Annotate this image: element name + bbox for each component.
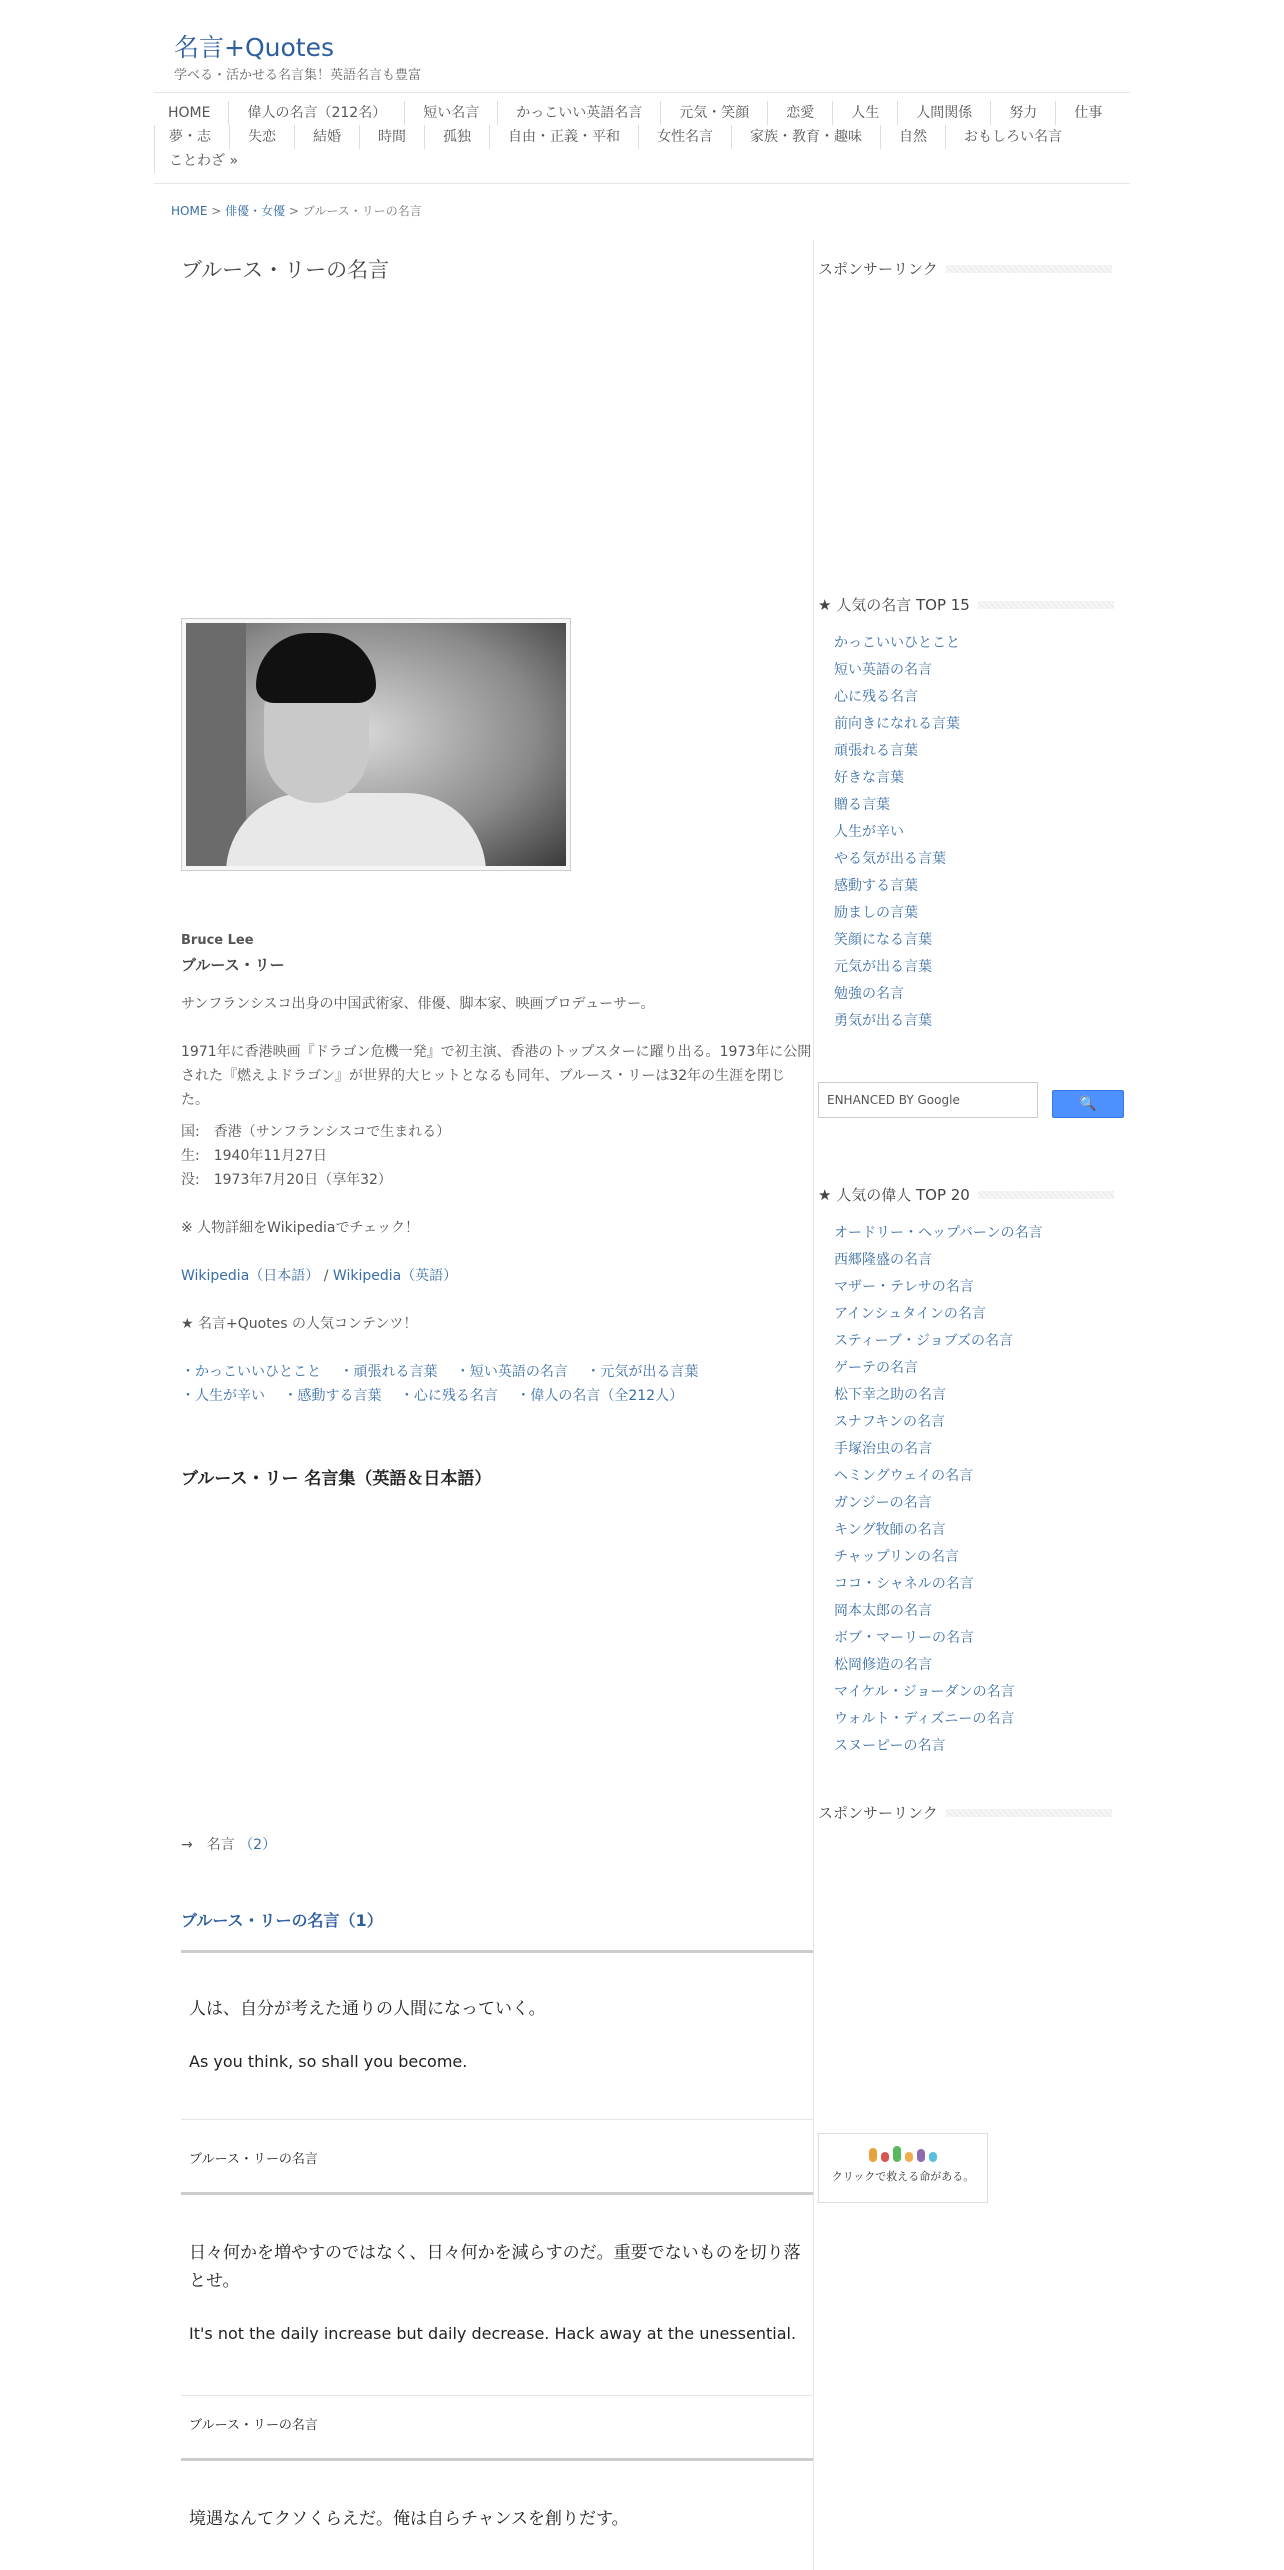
sidebar-item-top20[interactable]: 岡本太郎の名言 [834,1603,932,1619]
nav-item-heartbreak[interactable]: 失恋 [229,125,294,149]
next-arrow-label: → 名言 [181,1837,240,1853]
sidebar-item-top20[interactable]: スヌーピーの名言 [834,1738,946,1754]
quote-attribution [181,2148,813,2167]
nav-item-proverbs[interactable]: ことわざ » [154,149,256,173]
wikipedia-ja-link[interactable]: Wikipedia（日本語） [181,1268,320,1284]
quote-english: It's not the daily increase but daily decrease. Hack away at the unessential. [189,2324,797,2343]
next-page-link[interactable]: （2） [239,1837,277,1853]
sponsor-label [818,258,1112,279]
sidebar-item-top20[interactable]: キング牧師の名言 [834,1522,946,1538]
sidebar-item-top20[interactable]: ヘミングウェイの名言 [834,1468,974,1484]
sidebar-item-top15[interactable]: 勉強の名言 [834,986,904,1002]
banner-text: クリックで救える命がある。 [831,2170,975,2183]
sidebar-item-top15[interactable]: 人生が辛い [834,824,904,840]
quote-author: ブルース・リーの名言 [189,2418,318,2433]
breadcrumb-current: ブルース・リーの名言 [302,204,422,218]
quote-card [181,1950,813,2125]
nav-item-great-people[interactable]: 偉人の名言（212名） [228,101,404,125]
nav-item-effort[interactable]: 努力 [990,101,1055,125]
nav-item-short-quotes[interactable]: 短い名言 [404,101,497,125]
people-illustration-icon [863,2142,943,2162]
quote-attribution [181,2414,813,2433]
sidebar-item-top20[interactable]: スティーブ・ジョブズの名言 [834,1333,1014,1349]
sidebar-item-top20[interactable]: 松岡修造の名言 [834,1657,932,1673]
wiki-note: ※ 人物詳細をWikipediaでチェック！ [181,1220,420,1236]
sidebar-item-top20[interactable]: 手塚治虫の名言 [834,1441,932,1457]
wiki-separator: / [319,1268,333,1284]
sponsor-label-text: スポンサーリンク [818,1804,938,1822]
sidebar-item-top20[interactable]: マイケル・ジョーダンの名言 [834,1684,1015,1700]
sidebar-item-top15[interactable]: 頑張れる言葉 [834,743,918,759]
born-text: 生: 1940年11月27日 [181,1148,327,1164]
nav-row-2 [154,125,1080,149]
person-name-english: Bruce Lee [181,933,254,948]
sidebar-item-top15[interactable]: かっこいいひとこと [834,635,960,651]
top15-title-text: ★ 人気の名言 TOP 15 [818,596,970,614]
nav-item-freedom[interactable]: 自由・正義・平和 [489,125,638,149]
top15-widget-title [818,594,1114,615]
sidebar-item-top15[interactable]: やる気が出る言葉 [834,851,946,867]
sidebar-item-top15[interactable]: 好きな言葉 [834,770,904,786]
sidebar-item-top20[interactable]: ウォルト・ディズニーの名言 [834,1711,1015,1727]
nav-item-nature[interactable]: 自然 [880,125,945,149]
title-rule [978,1191,1114,1199]
title-rule [946,1809,1112,1817]
sidebar-item-top20[interactable]: 西郷隆盛の名言 [834,1252,932,1268]
intro-text: サンフランシスコ出身の中国武術家、俳優、脚本家、映画プロデューサー。 [181,996,655,1012]
sidebar-item-top20[interactable]: スナフキンの名言 [834,1414,946,1430]
nav-row-1 [154,101,1120,125]
person-name-japanese: ブルース・リー [181,956,285,974]
global-nav [154,92,1130,184]
quote-japanese: 境遇なんてクソくらえだ。俺は自らチャンスを創りだす。 [189,2509,629,2529]
sidebar-item-top20[interactable]: アインシュタインの名言 [834,1306,986,1322]
sidebar-item-top20[interactable]: チャップリンの名言 [834,1549,960,1565]
sidebar-item-top20[interactable]: ガンジーの名言 [834,1495,932,1511]
popular-content-title: ★ 名言+Quotes の人気コンテンツ！ [181,1316,418,1332]
portrait-frame [181,618,571,871]
quote-card [181,2192,813,2415]
top15-list [834,630,960,1035]
popular-link[interactable]: ・人生が辛い [181,1388,265,1404]
wiki-links [181,1264,813,1288]
title-rule [946,265,1112,273]
top20-widget-title [818,1184,1114,1205]
breadcrumb-separator: > [207,204,226,218]
quote-card [181,2458,813,2561]
site-description: 学べる・活かせる名言集！英語名言も豊富 [174,68,422,83]
nav-row-3 [154,149,256,173]
bio-text: 1971年に香港映画『ドラゴン危機一発』で初主演、香港のトップスターに躍り出る。1973年に公開された『燃えよドラゴン』が世界的大ヒットとなるも同年、ブルース・リーは32年の生涯を閉じた。 [181,1044,812,1108]
nav-item-love[interactable]: 恋愛 [767,101,832,125]
popular-link[interactable]: ・偉人の名言（全212人） [516,1388,684,1404]
sidebar-item-top15[interactable]: 勇気が出る言葉 [834,1013,932,1029]
wikipedia-en-link[interactable]: Wikipedia（英語） [332,1268,458,1284]
nav-item-family[interactable]: 家族・教育・趣味 [731,125,880,149]
quotes-page-heading: ブルース・リーの名言（1） [181,1911,383,1930]
google-search-input[interactable]: ENHANCED BY Google [818,1082,1038,1118]
nav-item-cool-english[interactable]: かっこいい英語名言 [497,101,660,125]
nav-item-time[interactable]: 時間 [359,125,424,149]
quote-japanese: 人は、自分が考えた通りの人間になっていく。 [189,1999,546,2019]
popular-link[interactable]: ・元気が出る言葉 [586,1364,699,1380]
nav-item-women[interactable]: 女性名言 [638,125,731,149]
popular-link[interactable]: ・心に残る名言 [399,1388,498,1404]
breadcrumb-category[interactable]: 俳優・女優 [225,204,286,218]
country-text: 国: 香港（サンフランシスコで生まれる） [181,1124,451,1140]
top20-title-text: ★ 人気の偉人 TOP 20 [818,1186,970,1204]
nav-item-work[interactable]: 仕事 [1055,101,1120,125]
quote-japanese: 日々何かを増やすのではなく、日々何かを減らすのだ。重要でないものを切り落とせ。 [189,2243,801,2291]
sidebar-item-top15[interactable]: 短い英語の名言 [834,662,932,678]
title-rule [978,601,1114,609]
sidebar-item-top15[interactable]: 心に残る名言 [834,689,918,705]
nav-item-loneliness[interactable]: 孤独 [424,125,489,149]
sidebar-item-top20[interactable]: マザー・テレサの名言 [834,1279,974,1295]
site-title-link[interactable]: 名言+Quotes [174,33,334,62]
nav-item-home[interactable]: HOME [168,105,211,121]
search-button[interactable]: 🔍 [1052,1090,1124,1118]
nav-item-marriage[interactable]: 結婚 [294,125,359,149]
next-page-nav [181,1834,276,1854]
top20-list [834,1220,1043,1760]
sidebar-item-top15[interactable]: 元気が出る言葉 [834,959,932,975]
popular-link[interactable]: ・感動する言葉 [283,1388,382,1404]
popular-content-links [181,1360,813,1408]
quote-author: ブルース・リーの名言 [189,2152,318,2167]
nav-item-cheer[interactable]: 元気・笑顔 [660,101,767,125]
breadcrumb-separator: > [285,204,303,218]
sidebar-item-top20[interactable]: オードリー・ヘップバーンの名言 [834,1225,1043,1241]
sidebar-item-top20[interactable]: ボブ・マーリーの名言 [834,1630,974,1646]
nav-item-life[interactable]: 人生 [832,101,897,125]
sidebar-item-top20[interactable]: 松下幸之助の名言 [834,1387,946,1403]
portrait-photo [186,623,566,866]
page-title: ブルース・リーの名言 [181,258,390,282]
quotes-section-heading: ブルース・リー 名言集（英語＆日本語） [181,1469,492,1489]
divider [181,2395,813,2396]
popular-link[interactable]: ・かっこいいひとこと [181,1364,321,1380]
sidebar-item-top15[interactable]: 笑顔になる言葉 [834,932,932,948]
sponsor-label-text: スポンサーリンク [818,260,938,278]
nav-item-dreams[interactable]: 夢・志 [154,125,229,149]
popular-link[interactable]: ・頑張れる言葉 [339,1364,438,1380]
nav-item-funny[interactable]: おもしろい名言 [945,125,1080,149]
breadcrumb-home[interactable]: HOME [171,204,208,218]
column-divider [813,240,814,2570]
sidebar-item-top15[interactable]: 励ましの言葉 [834,905,918,921]
breadcrumb [171,202,422,219]
divider [181,2119,813,2120]
sidebar-item-top15[interactable]: 感動する言葉 [834,878,918,894]
died-text: 没: 1973年7月20日（享年32） [181,1172,392,1188]
charity-banner[interactable] [818,2133,988,2203]
sponsor-label [818,1802,1112,1823]
sidebar-item-top15[interactable]: 前向きになれる言葉 [834,716,960,732]
popular-link[interactable]: ・短い英語の名言 [455,1364,568,1380]
sidebar-item-top20[interactable]: ココ・シャネルの名言 [834,1576,974,1592]
quote-english: As you think, so shall you become. [189,2052,468,2071]
sidebar-item-top20[interactable]: ゲーテの名言 [834,1360,918,1376]
sidebar-item-top15[interactable]: 贈る言葉 [834,797,890,813]
nav-item-relationships[interactable]: 人間関係 [897,101,990,125]
